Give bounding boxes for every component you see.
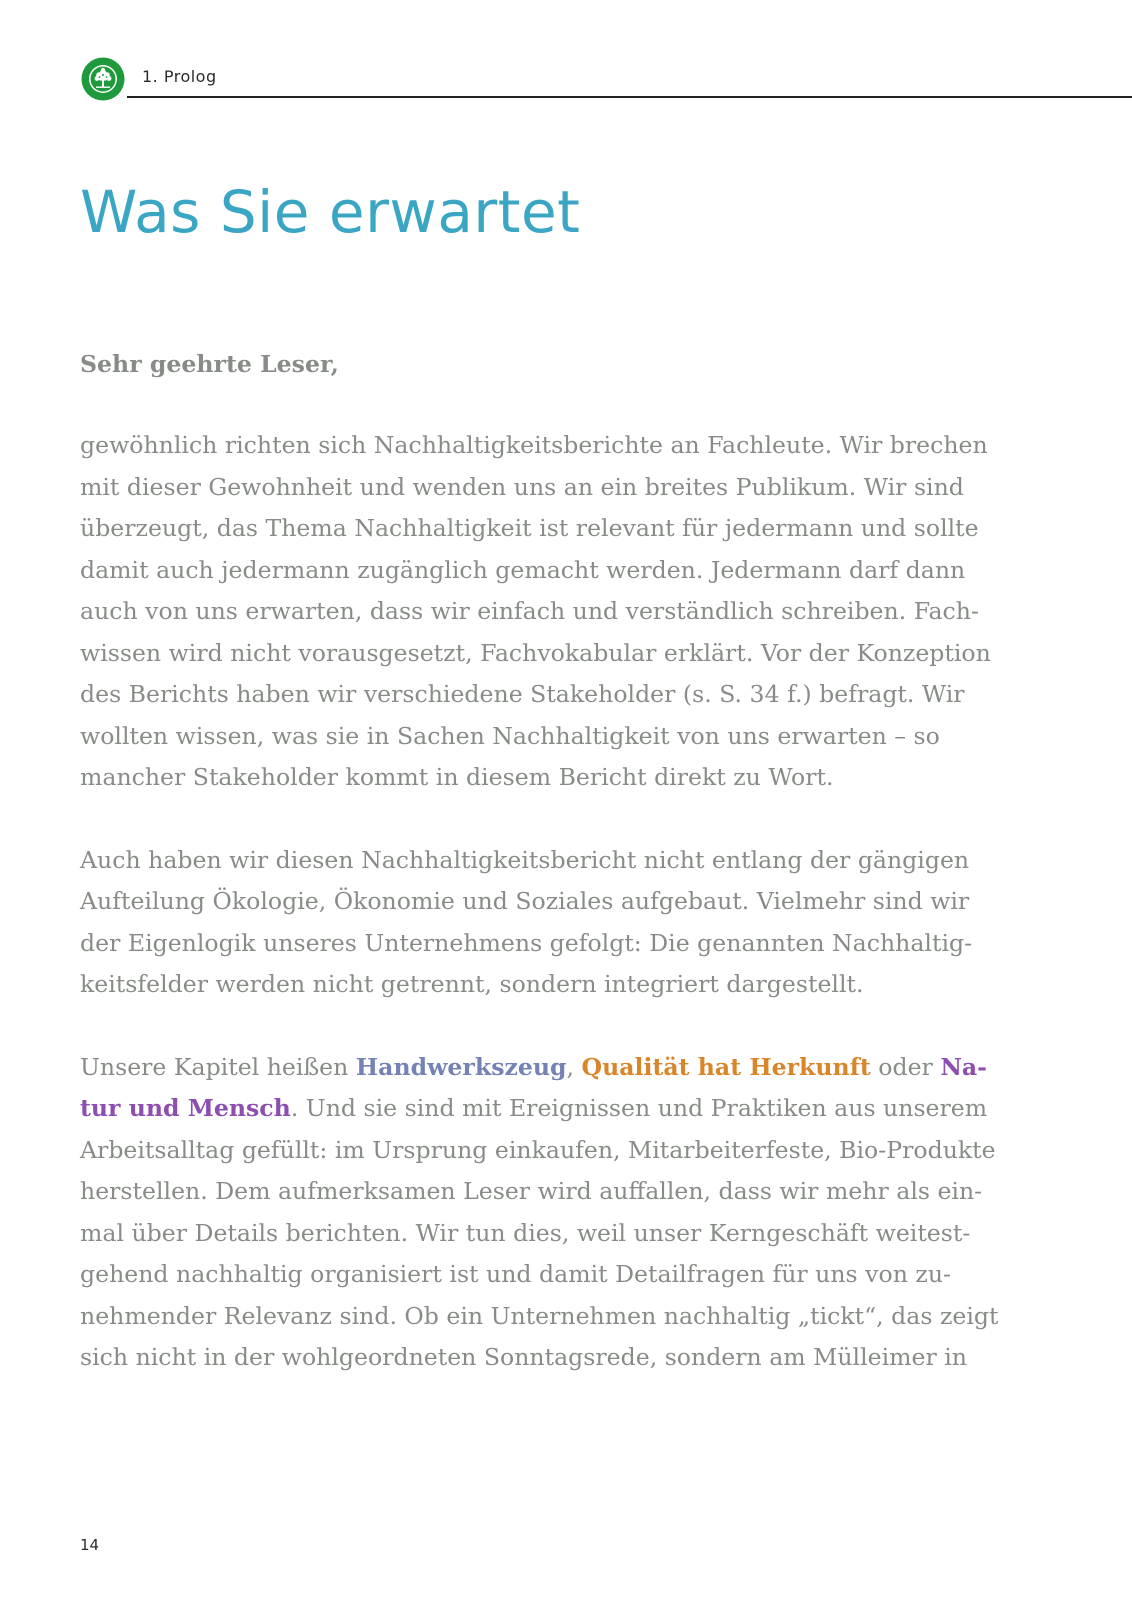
text-line: mit dieser Gewohnheit und wenden uns an ein breites Publikum. Wir sind xyxy=(80,472,964,501)
text-line: gewöhnlich richten sich Nachhaltigkeitsberichte an Fachleute. Wir brechen xyxy=(80,431,988,459)
text-line xyxy=(80,1047,1030,1089)
text-line: herstellen. Dem aufmerksamen Leser wird auffallen, dass wir mehr als ein- xyxy=(80,1177,983,1205)
text-line: Auch haben wir diesen Nachhaltigkeitsbericht nicht entlang der gängigen xyxy=(80,845,970,874)
text-line xyxy=(80,1088,1030,1130)
text-line: gehend nachhaltig organisiert ist und damit Detailfragen für uns von zu- xyxy=(80,1260,951,1288)
text-fragment: . Und sie sind mit Ereignissen und Praktiken aus unserem xyxy=(290,1094,988,1122)
text-fragment: oder xyxy=(870,1052,941,1081)
chapter-name-handwerkszeug: Handwerkszeug xyxy=(355,1052,567,1081)
text-fragment: , xyxy=(566,1052,582,1081)
chapter-name-natur-und-mensch: tur und Mensch xyxy=(80,1094,291,1122)
text-line: des Berichts haben wir verschiedene Stakeholder (s. S. 34 f.) befragt. Wir xyxy=(80,680,965,708)
paragraph-chapters xyxy=(80,1047,1030,1379)
text-line: sich nicht in der wohlgeordneten Sonntagsrede, sondern am Mülleimer in xyxy=(80,1343,967,1371)
text-line: keitsfelder werden nicht getrennt, sondern integriert dargestellt. xyxy=(80,970,864,998)
chapter-label: 1. Prolog xyxy=(142,67,217,86)
text-line: damit auch jedermann zugänglich gemacht werden. Jedermann darf dann xyxy=(80,555,966,584)
text-line: Aufteilung Ökologie, Ökonomie und Soziales aufgebaut. Vielmehr sind wir xyxy=(80,887,970,915)
text-line: wissen wird nicht vorausgesetzt, Fachvokabular erklärt. Vor der Konzeption xyxy=(80,638,991,667)
text-line: der Eigenlogik unseres Unternehmens gefolgt: Die genannten Nachhaltig- xyxy=(80,928,973,957)
text-line: überzeugt, das Thema Nachhaltigkeit ist relevant für jedermann und sollte xyxy=(80,514,979,542)
text-line: mal über Details berichten. Wir tun dies, weil unser Kerngeschäft weitest- xyxy=(80,1218,971,1247)
text-line: auch von uns erwarten, dass wir einfach und verständlich schreiben. Fach- xyxy=(80,597,979,625)
header-divider xyxy=(127,96,1132,98)
page-title: Was Sie erwartet xyxy=(80,178,581,246)
page-number: 14 xyxy=(80,1536,100,1554)
body-text xyxy=(80,343,1030,1420)
text-line: nehmender Relevanz sind. Ob ein Unternehmen nachhaltig „tickt“, das zeigt xyxy=(80,1301,999,1330)
greeting: Sehr geehrte Leser, xyxy=(80,350,339,378)
chapter-name-natur-und-mensch: Na- xyxy=(940,1052,987,1081)
text-fragment: Unsere Kapitel heißen xyxy=(80,1052,356,1081)
paragraph-intro xyxy=(80,425,1030,799)
text-line: wollten wissen, was sie in Sachen Nachhaltigkeit von uns erwarten – so xyxy=(80,721,940,750)
chapter-name-qualitaet-hat-herkunft: Qualität hat Herkunft xyxy=(581,1052,871,1081)
text-line: mancher Stakeholder kommt in diesem Bericht direkt zu Wort. xyxy=(80,763,834,791)
lebensbaum-logo-icon xyxy=(81,57,125,101)
page-header xyxy=(0,0,1132,110)
text-line: Arbeitsalltag gefüllt: im Ursprung einkaufen, Mitarbeiterfeste, Bio-Produkte xyxy=(80,1135,996,1164)
paragraph-structure xyxy=(80,840,1030,1006)
